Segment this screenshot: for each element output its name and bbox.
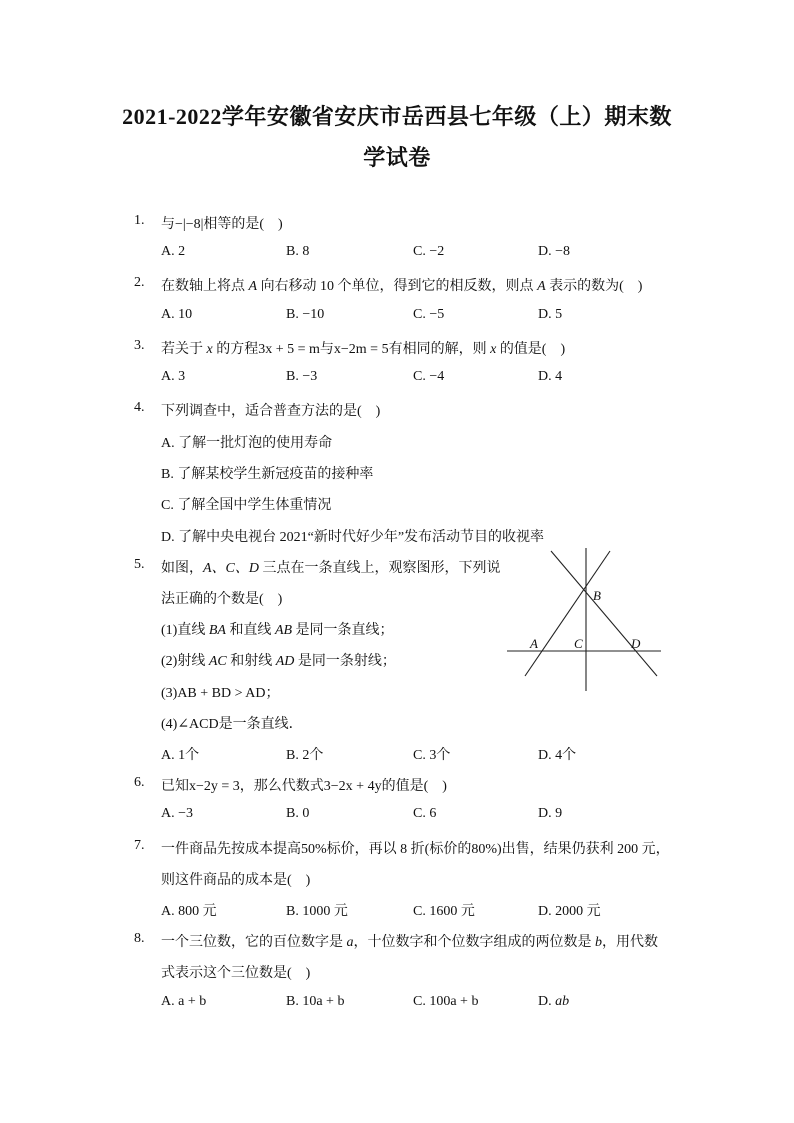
question-number: 8. (134, 931, 145, 946)
option-c: C. −4 (413, 369, 445, 384)
question-stem: 如图，A、C、D 三点在一条直线上，观察图形，下列说 (161, 561, 501, 576)
question-number: 4. (134, 400, 145, 415)
question-number: 2. (134, 275, 145, 290)
paper-title-line2: 学试卷 (363, 145, 431, 170)
option-a: A. 2 (161, 244, 186, 259)
question-stem: 一件商品先按成本提高50%标价，再以 8 折(标价的80%)出售，结果仍获利 200 元， (161, 842, 670, 857)
option-d: D. 9 (538, 806, 563, 821)
variable: x (490, 342, 497, 357)
variable: A (537, 279, 546, 294)
question-stem: 一个三位数，它的百位数字是 a，十位数字和个位数字组成的两位数是 b，用代数 (161, 935, 658, 950)
option-a: A. 1个 (161, 748, 200, 763)
option-d: D. 2000 元 (538, 904, 601, 919)
question-number: 7. (134, 838, 145, 853)
question-stem: 与−|−8|相等的是( ) (161, 217, 283, 232)
question-stem: 下列调查中，适合普查方法的是( ) (161, 404, 381, 419)
question-stem: 已知x−2y = 3，那么代数式3−2x + 4y的值是( ) (161, 779, 447, 794)
question-number: 3. (134, 338, 145, 353)
option-a: A. 800 元 (161, 904, 217, 919)
option-d: D. 了解中央电视台 2021“新时代好少年”发布活动节目的收视率 (161, 530, 545, 545)
option-a: A. 3 (161, 369, 186, 384)
point-label-d: D (631, 636, 641, 651)
option-b: B. 了解某校学生新冠疫苗的接种率 (161, 467, 374, 482)
option-c: C. −5 (413, 307, 445, 322)
variable: A (248, 279, 258, 294)
paper-title-line1: 2021-2022学年安徽省安庆市岳西县七年级（上）期末数 (122, 104, 672, 129)
option-b: B. 10a + b (286, 994, 345, 1009)
question-number: 6. (134, 775, 145, 790)
point-label-b: B (593, 588, 601, 603)
option-c: C. −2 (413, 244, 445, 259)
option-b: B. 1000 元 (286, 904, 348, 919)
point-label-a: A (530, 636, 538, 651)
question-number: 1. (134, 213, 145, 228)
option-d: D. 4 (538, 369, 563, 384)
option-a: A. a + b (161, 994, 207, 1009)
option-c: C. 了解全国中学生体重情况 (161, 498, 332, 513)
option-d: D. 5 (538, 307, 563, 322)
option-c: C. 3个 (413, 748, 451, 763)
geometry-figure (505, 548, 665, 693)
point-label-c: C (574, 636, 583, 651)
option-d: D. 4个 (538, 748, 577, 763)
option-a: A. 了解一批灯泡的使用寿命 (161, 436, 333, 451)
option-b: B. 8 (286, 244, 310, 259)
option-b: B. −3 (286, 369, 318, 384)
option-d: D. −8 (538, 244, 571, 259)
option-c: C. 100a + b (413, 994, 479, 1009)
option-a: A. −3 (161, 806, 194, 821)
option-b: B. 0 (286, 806, 310, 821)
option-c: C. 6 (413, 806, 437, 821)
question-number: 5. (134, 557, 145, 572)
option-c: C. 1600 元 (413, 904, 475, 919)
option-a: A. 10 (161, 307, 193, 322)
question-stem: 在数轴上将点 A 向右移动 10 个单位，得到它的相反数，则点 A 表示的数为( ) (161, 279, 643, 294)
variable: x (206, 342, 213, 357)
option-d: D. ab (538, 994, 570, 1009)
option-b: B. 2个 (286, 748, 324, 763)
question-stem: 若关于 x 的方程3x + 5 = m与x−2m = 5有相同的解，则 x 的值是( ) (161, 342, 566, 357)
option-b: B. −10 (286, 307, 325, 322)
